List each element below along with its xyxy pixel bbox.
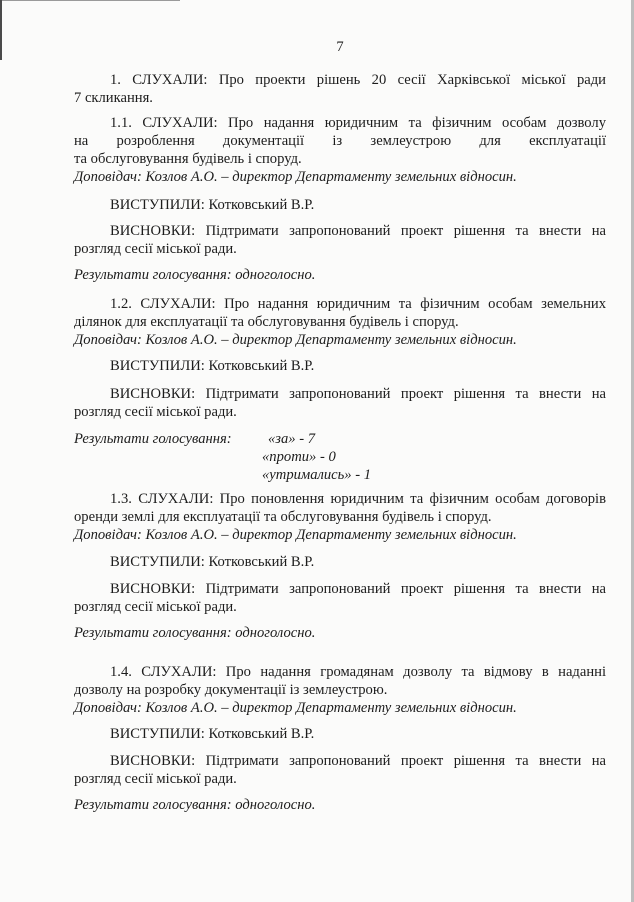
spoke-line: ВИСТУПИЛИ: Котковський В.Р.: [110, 726, 315, 742]
speaker-line: Доповідач: Козлов А.О. – директор Департаменту земельних відносин.: [74, 700, 517, 716]
heard-line: ділянок для експлуатації та обслуговування будівель і споруд.: [74, 314, 459, 330]
item1-heading: [74, 71, 606, 107]
vote-result: Результати голосування: одноголосно.: [74, 797, 316, 813]
vote-result: Результати голосування: одноголосно.: [74, 267, 316, 283]
conclusion-line: розгляд сесії міської ради.: [74, 599, 237, 615]
section-1-1-vote: [74, 266, 606, 284]
section-1-3-spoke: [74, 553, 606, 571]
vote-abstain: «утримались» - 1: [262, 467, 372, 483]
scan-edge-left: [0, 0, 2, 60]
vote-label: Результати голосування:: [74, 431, 232, 447]
vote-against: «проти» - 0: [262, 449, 336, 465]
heard-line: дозволу на розробку документації із землеустрою.: [74, 682, 388, 698]
section-1-1-spoke: [74, 196, 606, 214]
speaker-line: Доповідач: Козлов А.О. – директор Департаменту земельних відносин.: [74, 169, 517, 185]
page-number: 7: [336, 39, 344, 55]
section-1-4-vote: [74, 796, 606, 814]
spoke-line: ВИСТУПИЛИ: Котковський В.Р.: [110, 197, 315, 213]
section-1-3-heard: [74, 490, 606, 544]
vote-result: Результати голосування: одноголосно.: [74, 625, 316, 641]
heard-line: 1.2. СЛУХАЛИ: Про надання юридичним та фізичним особам земельних: [110, 296, 606, 312]
section-1-1-heard: [74, 114, 606, 186]
heard-line: 1.3. СЛУХАЛИ: Про поновлення юридичним та фізичним особам договорів: [110, 491, 606, 507]
speaker-line: Доповідач: Козлов А.О. – директор Департаменту земельних відносин.: [74, 527, 517, 543]
section-1-2-conclusion: [74, 385, 606, 421]
section-1-2-spoke: [74, 357, 606, 375]
conclusion-line: ВИСНОВКИ: Підтримати запропонований проект рішення та внести на: [110, 386, 606, 402]
section-1-3-conclusion: [74, 580, 606, 616]
section-1-3-vote: [74, 624, 606, 642]
item1-heading-line1: 1. СЛУХАЛИ: Про проекти рішень 20 сесії Харківської міської ради: [110, 72, 606, 88]
section-1-1-conclusion: [74, 222, 606, 258]
spoke-line: ВИСТУПИЛИ: Котковський В.Р.: [110, 358, 315, 374]
conclusion-line: ВИСНОВКИ: Підтримати запропонований проект рішення та внести на: [110, 223, 606, 239]
section-1-4-conclusion: [74, 752, 606, 788]
section-1-2-heard: [74, 295, 606, 349]
heard-line: 1.1. СЛУХАЛИ: Про надання юридичним та фізичним особам дозволу: [110, 115, 606, 131]
speaker-line: Доповідач: Козлов А.О. – директор Департаменту земельних відносин.: [74, 332, 517, 348]
spoke-line: ВИСТУПИЛИ: Котковський В.Р.: [110, 554, 315, 570]
vote-for: «за» - 7: [268, 431, 316, 447]
conclusion-line: ВИСНОВКИ: Підтримати запропонований проект рішення та внести на: [110, 753, 606, 769]
section-1-4-spoke: [74, 725, 606, 743]
heard-line: 1.4. СЛУХАЛИ: Про надання громадянам дозволу та відмову в наданні: [110, 664, 606, 680]
heard-line: оренди землі для експлуатації та обслуговування будівель і споруд.: [74, 509, 492, 525]
conclusion-line: ВИСНОВКИ: Підтримати запропонований проект рішення та внести на: [110, 581, 606, 597]
scan-edge-top: [0, 0, 180, 7]
section-1-4-heard: [74, 663, 606, 717]
item1-heading-line2: 7 скликання.: [74, 90, 153, 106]
heard-line: на розроблення документації із землеустрою для експлуатації: [74, 133, 606, 149]
conclusion-line: розгляд сесії міської ради.: [74, 404, 237, 420]
heard-line: та обслуговування будівель і споруд.: [74, 151, 302, 167]
conclusion-line: розгляд сесії міської ради.: [74, 771, 237, 787]
conclusion-line: розгляд сесії міської ради.: [74, 241, 237, 257]
section-1-2-vote: [74, 430, 606, 486]
